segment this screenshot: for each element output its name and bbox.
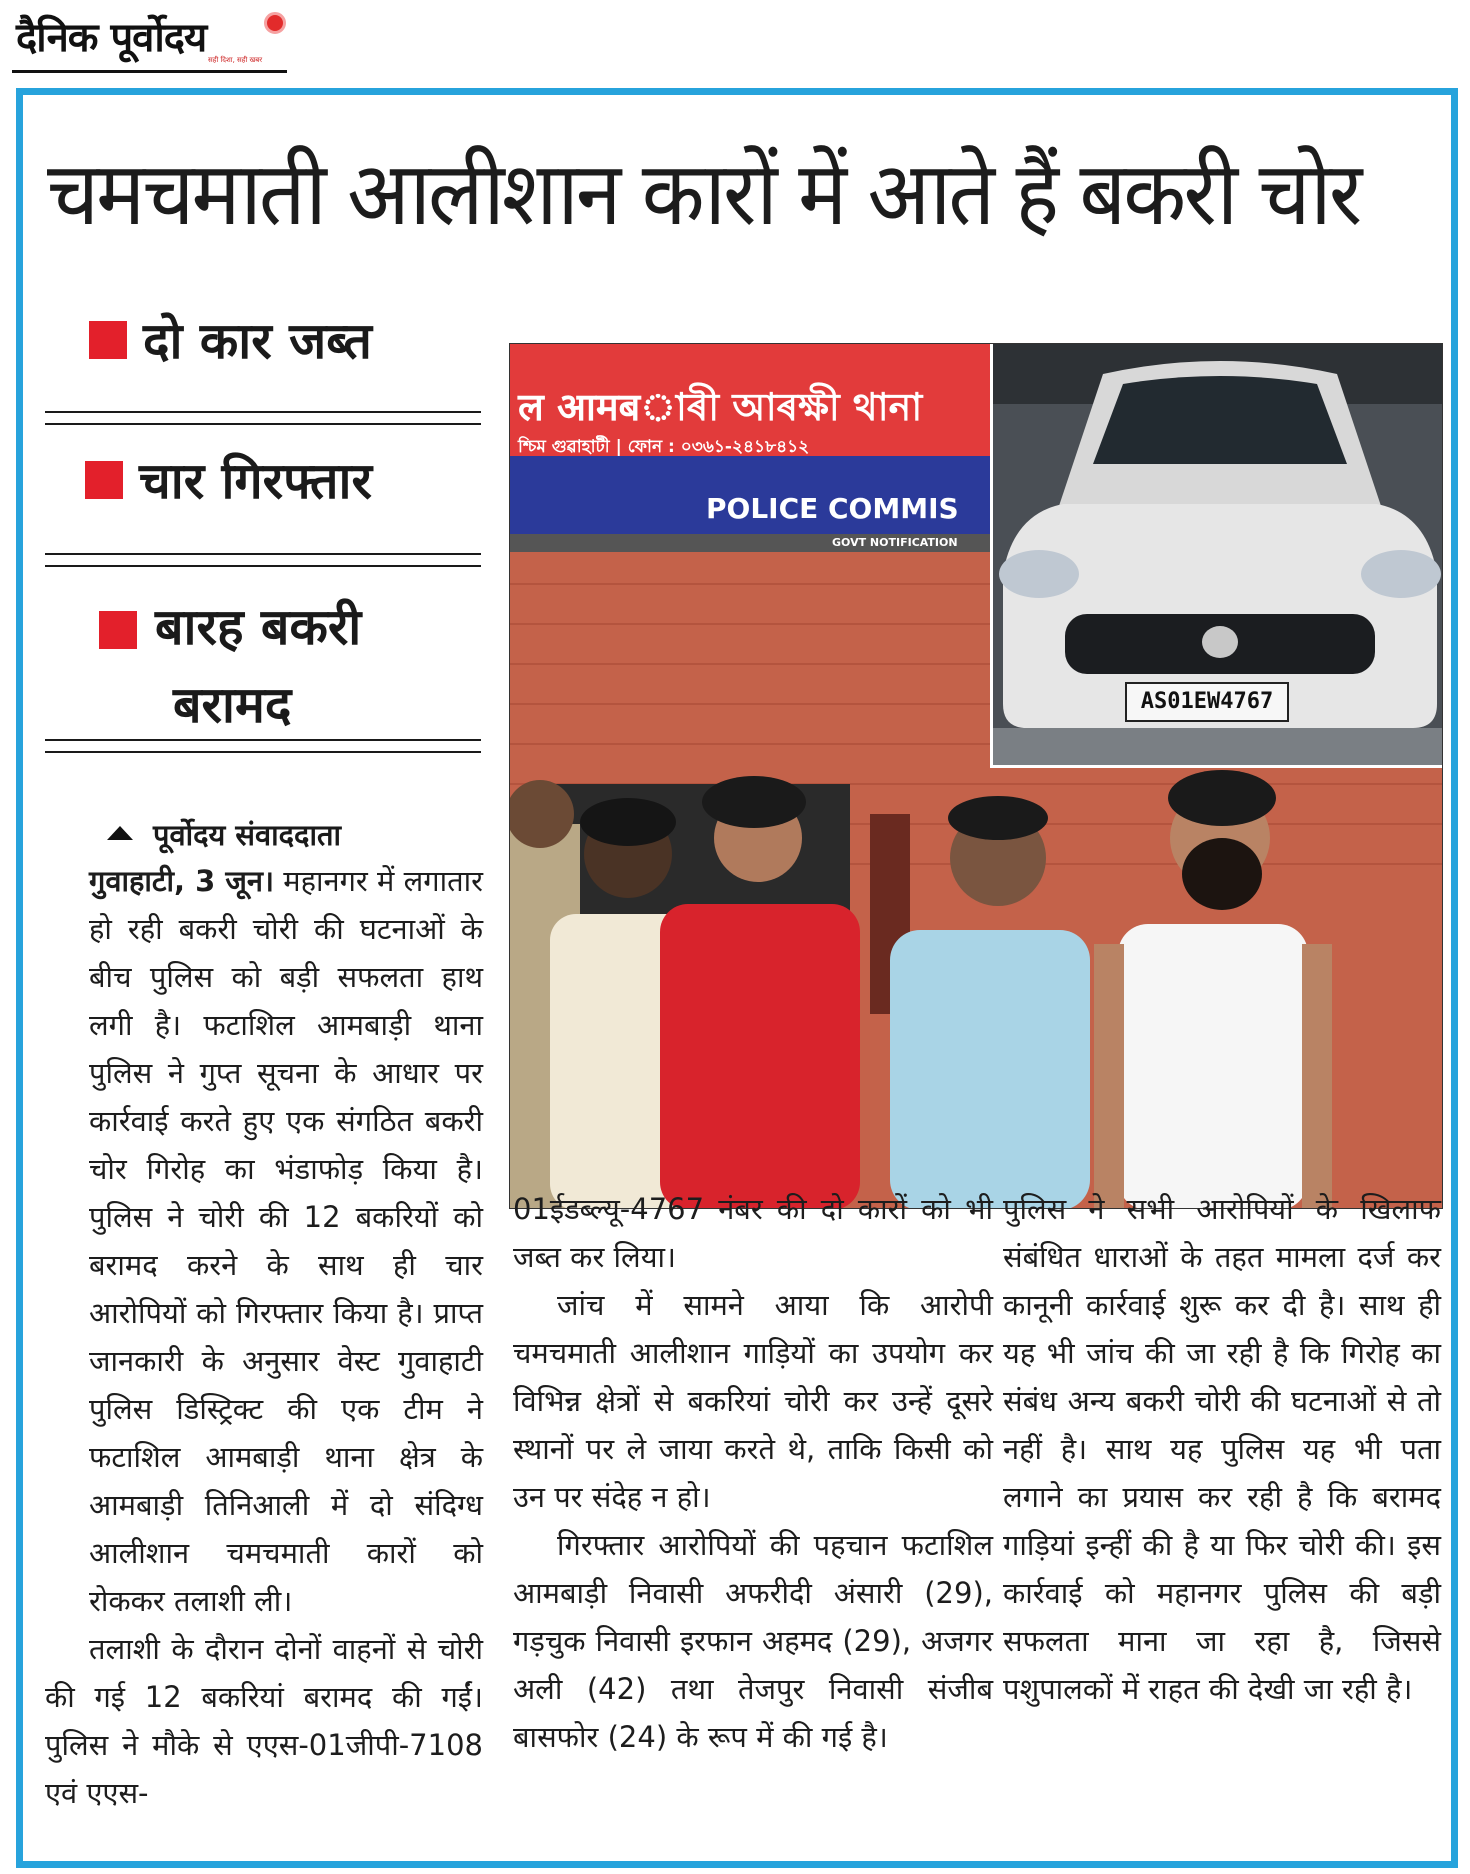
body-paragraph xyxy=(45,857,483,1625)
masthead xyxy=(12,6,292,72)
bullet-square-icon xyxy=(99,611,137,649)
bullet-square-icon xyxy=(85,461,123,499)
body-paragraph: 01ईडब्ल्यू-4767 नंबर की दो कारों को भी जब्त कर लिया। xyxy=(513,1192,993,1274)
highlight-text: बरामद xyxy=(173,676,292,734)
body-paragraph: जांच में सामने आया कि आरोपी चमचमाती आलीशान गाड़ियों का उपयोग कर विभिन्न क्षेत्रों से बकरियां चोरी कर उन्हें दूसरे स्थानों पर ले जाया करते थे, ताकि किसी को उन पर संदेह न हो। xyxy=(513,1288,993,1514)
article-frame xyxy=(16,88,1458,1868)
highlight-text: बारह बकरी xyxy=(155,598,362,656)
divider xyxy=(45,553,481,555)
bullet-square-icon xyxy=(89,321,127,359)
divider xyxy=(45,423,481,425)
highlight-text: दो कार जब्त xyxy=(143,312,372,370)
divider xyxy=(45,411,481,413)
highlight-item-cars xyxy=(45,291,481,411)
highlight-item-goats xyxy=(45,571,481,734)
divider xyxy=(45,751,481,753)
byline xyxy=(107,815,341,854)
sign-line-4: GOVT NOTIFICATION xyxy=(832,536,958,549)
newspaper-logo[interactable]: दैनिक पूर्वोदय xyxy=(16,15,207,61)
logo-dot-icon xyxy=(264,12,286,34)
body-column-2 xyxy=(513,1185,993,1761)
paragraph-text: महानगर में लगातार हो रही बकरी चोरी की घटनाओं के बीच पुलिस को बड़ी सफलता हाथ लगी है। फटाशिल आमबाड़ी थाना पुलिस ने गुप्त सूचना के आधार पर कार्रवाई करते हुए एक संगठित बकरी चोर गिरोह का भंडाफोड़ किया है। पुलिस ने चोरी की 12 बकरियों को बरामद करने के साथ ही चार आरोपियों को गिरफ्तार किया है। प्राप्त जानकारी के अनुसार वेस्ट गुवाहाटी पुलिस डिस्ट्रिक्ट की एक टीम ने फटाशिल आमबाड़ी थाना क्षेत्र के आमबाड़ी तिनिआली में दो संदिग्ध आलीशान चमचमाती कारों को रोककर तलाशी ली। xyxy=(89,864,483,1618)
sign-line-2: শ্চিম গুৱাহাটী | ফোন : ০৩৬১-২৪১৮৪১২ xyxy=(518,437,810,457)
article-headline: चमचमाती आलीशान कारों में आते हैं बकरी चोर xyxy=(47,142,1360,245)
news-photo xyxy=(509,343,1443,1209)
dateline: गुवाहाटी, 3 जून। xyxy=(89,864,275,898)
body-paragraph: पुलिस ने सभी आरोपियों के खिलाफ संबंधित धाराओं के तहत मामला दर्ज कर कानूनी कार्रवाई शुरू कर दी है। साथ ही यह भी जांच की जा रही है कि गिरोह का संबंध अन्य बकरी चोरी की घटनाओं से तो नहीं है। साथ यह पुलिस यह भी पता लगाने का प्रयास कर रही है कि बरामद गाड़ियां इन्हीं की है या फिर चोरी की। इस कार्रवाई को महानगर पुलिस की बड़ी सफलता माना जा रहा है, जिससे पशुपालकों में राहत की देखी जा रही है। xyxy=(1003,1192,1441,1706)
byline-text: पूर्वोदय संवाददाता xyxy=(153,818,342,852)
seized-car-photo xyxy=(990,344,1443,768)
divider xyxy=(45,739,481,741)
body-column-3 xyxy=(1003,1185,1441,1713)
body-paragraph: गिरफ्तार आरोपियों की पहचान फटाशिल आमबाड़ी निवासी अफरीदी अंसारी (29), गड़चुक निवासी इरफान अहमद (29), अजगर अली (42) तथा तेजपुर निवासी संजीब बासफोर (24) के रूप में की गई है। xyxy=(513,1528,993,1754)
sign-line-1: ल आमबাৰী আৰক্ষী থানা xyxy=(518,385,923,429)
body-paragraph: तलाशी के दौरान दोनों वाहनों से चोरी की गई 12 बकरियां बरामद की गईं। पुलिस ने मौके से एएस-01जीपी-7108 एवं एएस- xyxy=(45,1632,483,1810)
sign-line-3: POLICE COMMIS xyxy=(706,492,959,525)
body-column-1 xyxy=(45,857,483,1817)
divider xyxy=(45,565,481,567)
triangle-up-icon xyxy=(107,826,133,840)
highlight-item-arrested xyxy=(45,427,481,537)
license-plate: AS01EW4767 xyxy=(1125,682,1289,722)
highlight-text: चार गिरफ्तार xyxy=(139,452,372,510)
logo-tagline: सही दिशा, सही खबर xyxy=(208,56,263,64)
logo-underline xyxy=(12,70,287,73)
